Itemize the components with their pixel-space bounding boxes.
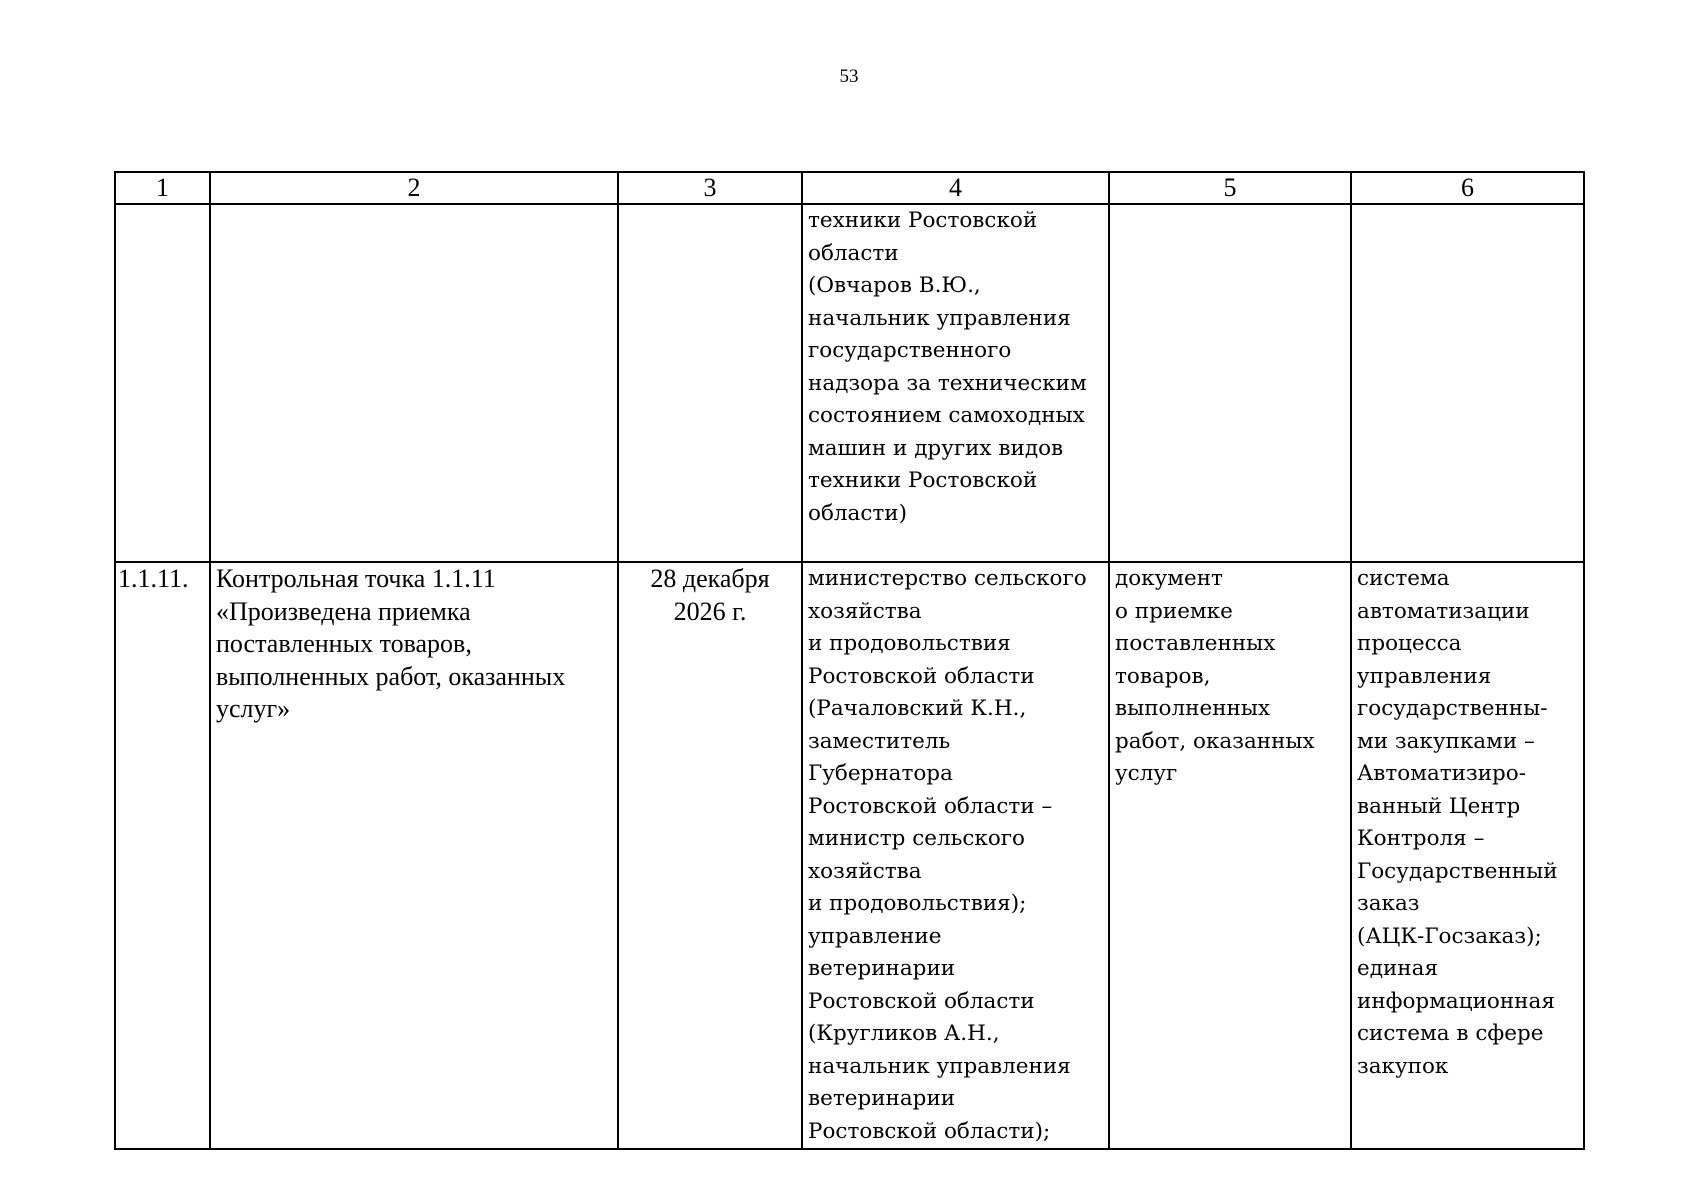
column-header: 5 <box>1109 172 1351 204</box>
plan-table <box>114 171 1585 1150</box>
cell-system <box>1351 204 1584 562</box>
column-header: 2 <box>210 172 618 204</box>
cell-responsible: техники Ростовской области (Овчаров В.Ю., начальник управления государственного надзора за техническим состоянием самоходных машин и других видов техники Ростовской области) <box>802 204 1109 562</box>
column-header: 4 <box>802 172 1109 204</box>
column-header: 1 <box>115 172 210 204</box>
cell-number <box>115 204 210 562</box>
cell-name: Контрольная точка 1.1.11 «Произведена приемка поставленных товаров, выполненных работ, оказанных услуг» <box>210 562 618 1149</box>
cell-responsible: министерство сельского хозяйства и продовольствия Ростовской области (Рачаловский К.Н., заместитель Губернатора Ростовской области – министр сельского хозяйства и продовольствия); управление ветеринарии Ростовской области (Кругликов А.Н., начальник управления ветеринарии Ростовской области); <box>802 562 1109 1149</box>
page-number: 53 <box>839 66 859 87</box>
table-header-row <box>115 172 1584 204</box>
cell-date: 28 декабря 2026 г. <box>618 562 802 1149</box>
table-row <box>115 562 1584 1149</box>
cell-number: 1.1.11. <box>115 562 210 1149</box>
cell-system: система автоматизации процесса управления государственны- ми закупками – Автоматизиро- ванный Центр Контроля – Государственный заказ (АЦК-Госзаказ); единая информационная система в сфере закупок <box>1351 562 1584 1149</box>
cell-document <box>1109 204 1351 562</box>
cell-name <box>210 204 618 562</box>
cell-date <box>618 204 802 562</box>
column-header: 6 <box>1351 172 1584 204</box>
table-row <box>115 204 1584 562</box>
column-header: 3 <box>618 172 802 204</box>
cell-document: документ о приемке поставленных товаров, выполненных работ, оказанных услуг <box>1109 562 1351 1149</box>
